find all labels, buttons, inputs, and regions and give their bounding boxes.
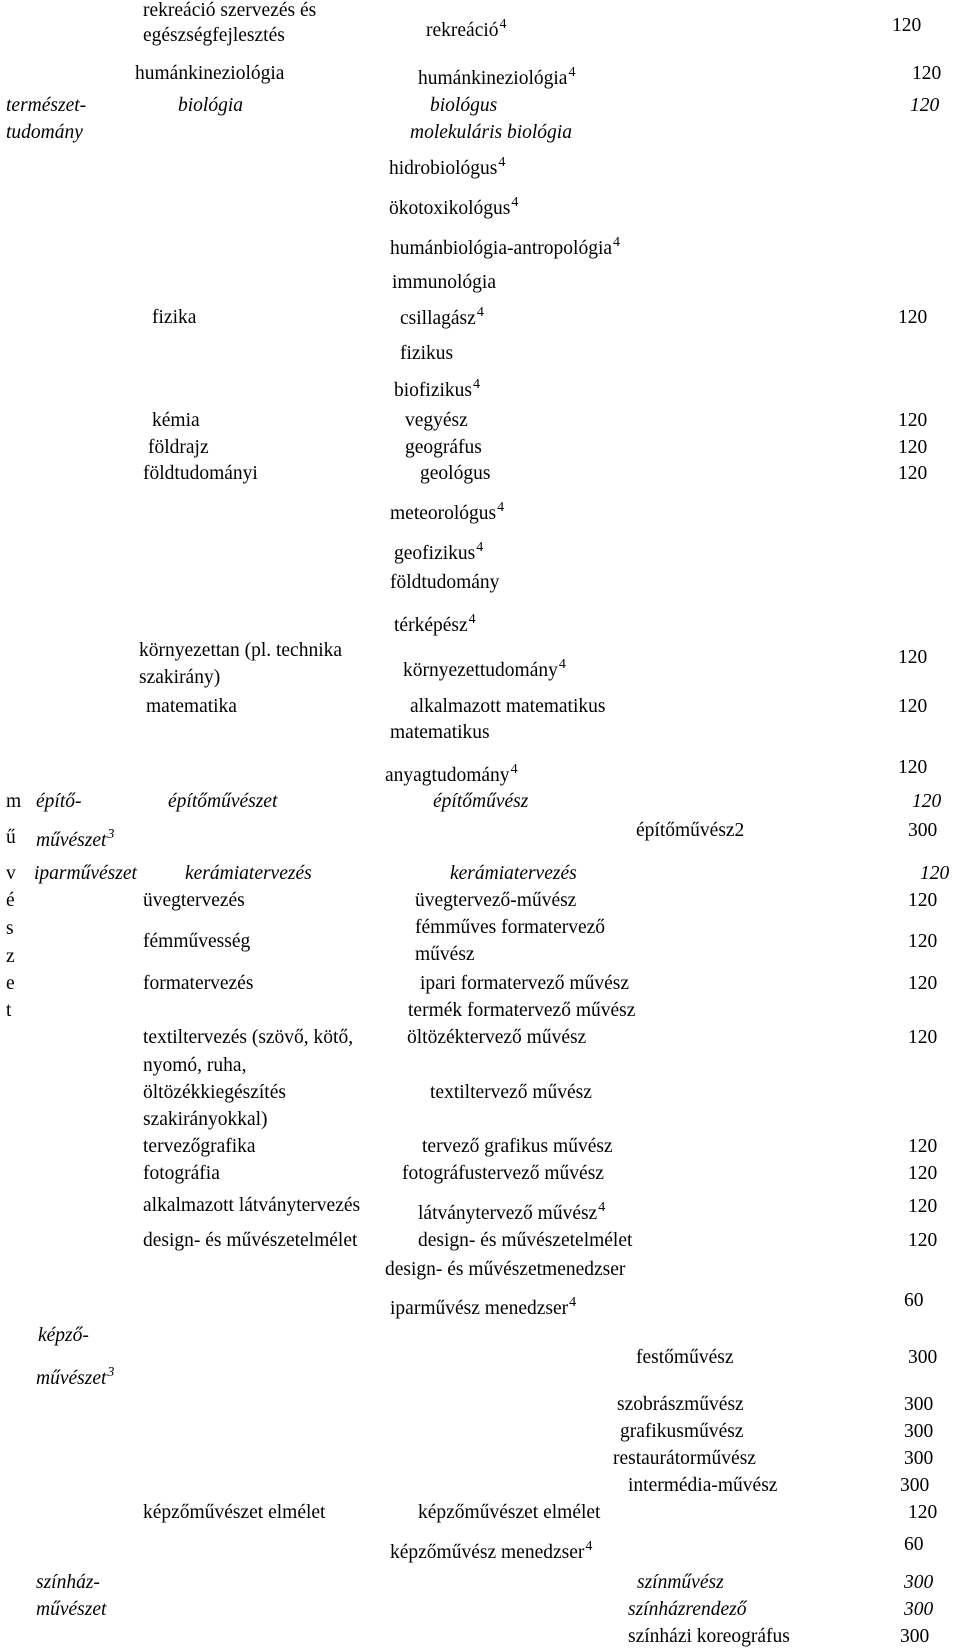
text-line [146,696,237,718]
text-line-content: színház- [36,1572,100,1593]
text-line [898,463,927,485]
text-line [636,1347,733,1369]
text-line-content: természet- [6,95,87,116]
text-line [185,863,312,885]
text-line [143,973,253,995]
text-line-content: alkalmazott látványtervezés [143,1195,361,1216]
text-line [908,890,937,912]
text-line-content: képzőművész menedzser [390,1542,585,1563]
text-line [390,572,499,594]
text-line-content: 300 [908,820,938,841]
text-line-content: térképész [394,615,468,636]
text-line [385,1259,625,1281]
text-line [143,0,316,22]
text-line [898,307,927,329]
text-line-content: immunológia [392,272,496,293]
text-line-content: 120 [908,1163,938,1184]
text-line [904,1599,933,1621]
text-line-content: hidrobiológus [389,158,498,179]
text-line-content: 300 [900,1475,930,1496]
text-line [143,890,245,912]
text-line [910,95,939,117]
text-line-content: textiltervezés (szövő, kötő, [143,1027,354,1048]
text-line [390,500,505,525]
text-line-content: szakirányokkal) [143,1109,268,1130]
text-line [36,1572,100,1594]
text-line-content: 120 [908,1502,938,1523]
text-line [143,463,258,485]
text-line [628,1475,777,1497]
text-line [394,612,476,637]
text-line [410,122,572,144]
text-line [908,1136,937,1158]
text-line-content: fotográfia [143,1163,220,1184]
text-line-content: 120 [898,647,928,668]
text-line-content: geográfus [405,437,482,458]
footnote-marker: 4 [613,235,621,250]
text-line [152,410,200,432]
text-line-content: 300 [904,1448,934,1469]
text-line [6,122,83,144]
text-line [143,1109,268,1131]
footnote-marker: 4 [510,762,518,777]
text-line-content: 300 [900,1626,930,1647]
text-line [152,307,196,329]
text-line-content: formatervezés [143,973,254,994]
text-line-content: fotográfustervező művész [402,1163,604,1184]
text-line [898,410,927,432]
text-line-content: szobrászművész [617,1394,744,1415]
text-line-content: 120 [908,931,938,952]
text-line [36,791,81,813]
text-line-content: művészet [36,830,107,851]
text-line [6,946,15,968]
text-line [143,1502,325,1524]
text-line [433,791,528,813]
text-line [636,820,744,842]
text-line [168,791,277,813]
text-line [415,917,605,939]
footnote-marker: 3 [107,827,115,842]
text-line [400,343,453,365]
text-line-content: é [6,890,15,911]
text-line-content: kerámiatervezés [450,863,577,884]
text-line [407,1027,586,1049]
text-line-content: 120 [920,863,950,884]
text-line-content: biológia [178,95,244,116]
text-line-content: tervező grafikus művész [422,1136,613,1157]
text-line [6,1000,11,1022]
text-line-content: 300 [904,1572,934,1593]
text-line-content: z [6,946,15,967]
text-line-content: képzőművészet elmélet [143,1502,326,1523]
text-line-content: 120 [908,1136,938,1157]
text-line [908,1196,937,1218]
footnote-marker: 3 [107,1365,115,1380]
text-line [418,1502,600,1524]
text-line-content: design- és művészetelmélet [418,1230,633,1251]
text-line-content: v [6,863,16,884]
text-line-content: fizika [152,307,197,328]
text-line-content: design- és művészetelmélet [143,1230,358,1251]
text-line-content: design- és művészetmenedzser [385,1259,626,1280]
text-line-content: 60 [904,1534,924,1555]
text-line [143,1027,353,1049]
text-line-content: m [6,791,22,812]
text-line [394,540,484,565]
text-line-content: üvegtervező-művész [415,890,577,911]
footnote-marker: 4 [499,17,507,32]
text-line-content: környezettudomány [403,660,558,681]
text-line [139,640,342,662]
text-line [6,973,15,995]
text-line [389,195,519,220]
footnote-marker: 4 [497,500,505,515]
footnote-marker: 4 [511,195,519,210]
text-line [36,1365,115,1390]
text-line [908,1347,937,1369]
text-line [904,1290,924,1312]
text-line [390,235,621,260]
text-line [908,931,937,953]
text-line [143,1136,256,1158]
text-line [178,95,243,117]
text-line [617,1394,744,1416]
text-line [430,95,497,117]
text-line-content: 300 [908,1347,938,1368]
text-line-content: építőművész [433,791,529,812]
text-line [392,272,496,294]
footnote-marker: 4 [473,377,480,392]
text-line-content: kémia [152,410,200,431]
text-line [420,973,629,995]
text-line-content: e [6,973,15,994]
text-line [402,1163,604,1185]
text-line-content: 120 [908,973,938,994]
text-line [415,944,475,966]
text-line [390,1295,577,1320]
text-line [418,1200,606,1225]
text-line [418,1230,632,1252]
text-line-content: ökotoxikológus [389,198,511,219]
text-line-content: 120 [908,1027,938,1048]
footnote-marker: 4 [498,155,506,170]
text-line-content: 120 [912,63,942,84]
text-line-content: humánkineziológia [135,63,285,84]
text-line [6,791,21,813]
text-line-content: kerámiatervezés [185,863,312,884]
text-line-content: humánbiológia-antropológia [390,238,613,259]
text-line-content: képzőművészet elmélet [418,1502,601,1523]
text-line [410,696,605,718]
text-line-content: 300 [904,1599,934,1620]
text-line [908,820,937,842]
text-line [6,890,15,912]
text-line-content: képző- [38,1325,89,1346]
text-line-content: tudomány [6,122,83,143]
text-line [418,65,576,90]
text-line-content: 120 [898,757,928,778]
text-line-content: matematikus [390,722,490,743]
text-line [628,1626,790,1648]
text-line [908,973,937,995]
text-line [143,1082,286,1104]
text-line [143,1230,357,1252]
text-line [620,1421,743,1443]
text-line [6,918,14,940]
text-line-content: geológus [420,463,491,484]
text-line-content: 300 [904,1394,934,1415]
text-line [148,437,209,459]
text-line-content: humánkineziológia [418,68,568,89]
text-line-content: matematika [146,696,237,717]
footnote-marker: 4 [558,657,566,672]
text-line-content: látványtervező művész [418,1203,598,1224]
text-line [394,377,480,402]
text-line-content: vegyész [405,410,468,431]
text-line [628,1599,746,1621]
text-line [139,667,220,689]
text-line [390,722,490,744]
text-line [143,1055,246,1077]
text-line-content: színházrendező [628,1599,747,1620]
text-line-content: 120 [898,696,928,717]
text-line-content: rekreáció [426,20,499,41]
text-line-content: művészet [36,1368,107,1389]
text-line-content: ipari formatervező művész [420,973,629,994]
text-line-content: üvegtervezés [143,890,245,911]
text-line-content: rekreáció szervezés és [143,0,317,21]
text-line [898,647,927,669]
text-line [908,1502,937,1524]
text-line [904,1572,933,1594]
text-line [422,1136,613,1158]
text-line [898,437,927,459]
text-line-content: fizikus [400,343,454,364]
text-line-content: 120 [892,15,922,36]
text-line [900,1626,929,1648]
text-line [912,63,941,85]
text-line-content: környezettan (pl. technika [139,640,343,661]
text-line-content: egészségfejlesztés [143,25,285,46]
text-line [900,1475,929,1497]
footnote-marker: 4 [569,1295,577,1310]
text-line [390,1539,593,1564]
text-line [420,463,490,485]
footnote-marker: 4 [598,1200,606,1215]
text-line-content: földtudomány [390,572,500,593]
text-line [908,1027,937,1049]
text-line [908,1163,937,1185]
text-line-content: intermédia-művész [628,1475,778,1496]
text-line-content: 120 [898,463,928,484]
footnote-marker: 4 [468,612,476,627]
text-line-content: csillagász [400,308,476,329]
text-line-content: 120 [898,410,928,431]
text-line [904,1394,933,1416]
text-line [405,410,468,432]
text-line [143,931,250,953]
text-line [36,827,115,852]
text-line-content: színművész [637,1572,724,1593]
text-line [389,155,506,180]
text-line [385,762,518,787]
text-line-content: restaurátorművész [613,1448,756,1469]
text-line-content: meteorológus [390,503,497,524]
text-line-content: művész [415,944,475,965]
text-line [908,1230,937,1252]
text-line-content: nyomó, ruha, [143,1055,247,1076]
text-line-content: t [6,1000,12,1021]
text-line-content: tervezőgrafika [143,1136,256,1157]
footnote-marker: 4 [476,540,484,555]
text-line [6,95,86,117]
text-line-content: 120 [908,1196,938,1217]
text-line-content: s [6,918,14,939]
text-line [904,1448,933,1470]
text-line [135,63,284,85]
text-line [6,827,16,849]
text-line-content: 120 [910,95,940,116]
text-line [912,791,941,813]
text-line-content: alkalmazott matematikus [410,696,606,717]
text-line-content: 120 [908,890,938,911]
text-line-content: biofizikus [394,380,472,401]
text-line-content: anyagtudomány [385,765,510,786]
text-line-content: textiltervező művész [430,1082,592,1103]
text-line [637,1572,724,1594]
text-line-content: ű [6,827,16,848]
text-line [898,696,927,718]
text-line [403,657,566,682]
text-line [898,757,927,779]
text-line [430,1082,592,1104]
footnote-marker: 4 [585,1539,593,1554]
text-line [6,863,16,885]
text-line [892,15,921,37]
text-line-content: öltözéktervező művész [407,1027,587,1048]
footnote-marker: 4 [568,65,576,80]
text-line [36,1599,106,1621]
text-line-content: iparművész menedzser [390,1298,569,1319]
text-line [405,437,482,459]
text-line [38,1325,89,1347]
text-line [408,1000,635,1022]
text-line [34,863,137,885]
text-line-content: 120 [912,791,942,812]
text-line [450,863,577,885]
text-line-content: grafikusművész [620,1421,744,1442]
text-line [613,1448,756,1470]
text-line-content: földrajz [148,437,209,458]
text-line [143,1195,360,1217]
text-line-content: 120 [898,307,928,328]
text-line-content: festőművész [636,1347,734,1368]
text-line [426,17,507,42]
text-line-content: geofizikus [394,543,476,564]
text-line-content: fémművesség [143,931,251,952]
text-line-content: művészet [36,1599,107,1620]
text-line [904,1421,933,1443]
text-line-content: színházi koreográfus [628,1626,790,1647]
text-line-content: biológus [430,95,498,116]
text-line [415,890,576,912]
text-line-content: fémműves formatervező [415,917,606,938]
footnote-marker: 4 [476,305,484,320]
text-line [143,1163,220,1185]
text-line-content: 120 [898,437,928,458]
text-line-content: iparművészet [34,863,137,884]
text-line [143,25,285,47]
text-line-content: építőművészet [168,791,278,812]
text-line-content: 300 [904,1421,934,1442]
text-line-content: molekuláris biológia [410,122,572,143]
text-line-content: öltözékkiegészítés [143,1082,286,1103]
text-line-content: építőművész2 [636,820,745,841]
text-line-content: 120 [908,1230,938,1251]
text-line-content: szakirány) [139,667,221,688]
text-line-content: termék formatervező művész [408,1000,636,1021]
text-line [400,305,484,330]
text-line-content: 60 [904,1290,924,1311]
text-line [904,1534,924,1556]
text-line [920,863,949,885]
text-line-content: építő- [36,791,82,812]
text-line-content: földtudományi [143,463,258,484]
